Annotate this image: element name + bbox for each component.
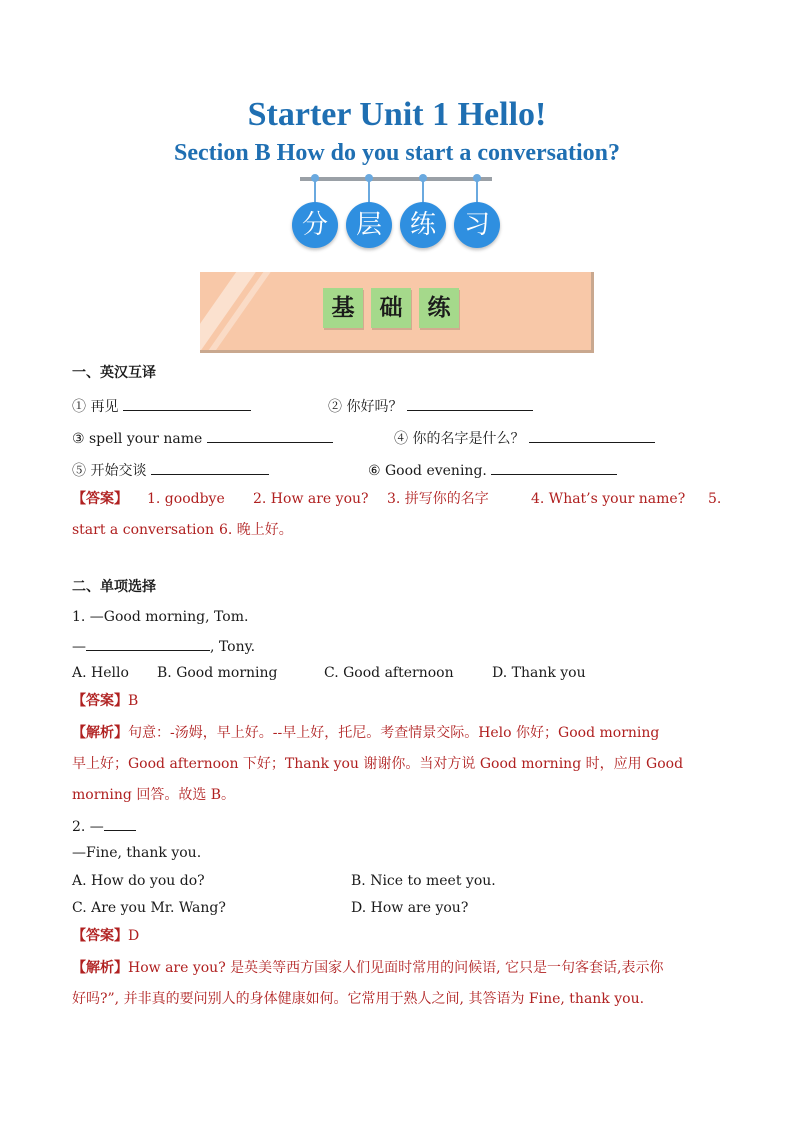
blank-line[interactable]	[207, 428, 333, 443]
item-1	[72, 396, 251, 416]
badge-pin	[368, 177, 370, 203]
answer-tag: 【答案】	[72, 928, 128, 944]
q1-analysis-1	[72, 724, 659, 742]
analysis-text: 句意：-汤姆，早上好。--早上好，托尼。考查情景交际。Helo 你好；Good morning	[128, 725, 660, 741]
item-2	[328, 396, 533, 416]
q2-analysis-1	[72, 959, 664, 977]
blank-line[interactable]	[491, 460, 617, 475]
answer-3: 3. 拼写你的名字	[387, 491, 489, 507]
q2-answer	[72, 927, 139, 945]
blank-line[interactable]	[104, 816, 136, 831]
answer-5: start a conversation	[72, 522, 214, 538]
q1-option-a: A. Hello	[72, 665, 129, 681]
q2-option-c: C. Are you Mr. Wang?	[72, 900, 226, 916]
answer-4: 4. What’s your name?	[531, 491, 686, 507]
analysis-text: How are you? 是英美等西方国家人们见面时常用的问候语, 它只是一句客套话,表示你	[128, 960, 664, 976]
q2-reply: —Fine, thank you.	[72, 845, 202, 861]
page-subtitle: Section B How do you start a conversation?	[174, 140, 620, 166]
banner-char-chu: 础	[371, 288, 411, 328]
blank-line[interactable]	[407, 396, 533, 411]
page-title: Starter Unit 1 Hello!	[247, 96, 547, 133]
item-1-text: ① 再见	[72, 399, 119, 415]
banner-char-ji: 基	[323, 288, 363, 328]
badge-xi: 习	[454, 202, 500, 248]
q2-stem-text: 2. —	[72, 819, 104, 835]
blank-line[interactable]	[529, 428, 655, 443]
q2-option-a: A. How do you do?	[72, 873, 205, 889]
item-6	[368, 460, 617, 480]
blank-line[interactable]	[151, 460, 269, 475]
q1-analysis-3: morning 回答。故选 B。	[72, 787, 236, 803]
q1-stem: 1. —Good morning, Tom.	[72, 609, 249, 625]
item-2-text: ② 你好吗？	[328, 399, 403, 415]
blank-line[interactable]	[123, 396, 251, 411]
part2-heading: 二、单项选择	[72, 579, 156, 595]
badge-lian: 练	[400, 202, 446, 248]
item-3-text: ③ spell your name	[72, 431, 203, 447]
item-6-text: ⑥ Good evening.	[368, 463, 487, 479]
answer-tag: 【答案】	[72, 491, 128, 507]
q1-option-b: B. Good morning	[157, 665, 278, 681]
badge-pin	[422, 177, 424, 203]
q1-analysis-2: 早上好；Good afternoon 下好；Thank you 谢谢你。当对方说 Good morning 时，应用 Good	[72, 756, 684, 772]
answer-value: B	[128, 693, 139, 709]
badge-fen: 分	[292, 202, 338, 248]
blank-line[interactable]	[86, 636, 210, 651]
analysis-tag: 【解析】	[72, 960, 128, 976]
q2-analysis-2: 好吗?”, 并非真的要问别人的身体健康如何。它常用于熟人之间, 其答语为 Fine, thank you.	[72, 991, 645, 1007]
badge-pin	[314, 177, 316, 203]
badge-ceng: 层	[346, 202, 392, 248]
banner-char-lian: 练	[419, 288, 459, 328]
q2-option-b: B. Nice to meet you.	[351, 873, 496, 889]
answer-2: 2. How are you?	[253, 491, 369, 507]
q2-stem	[72, 816, 136, 836]
item-3	[72, 428, 333, 448]
item-4	[394, 428, 655, 448]
q1-option-c: C. Good afternoon	[324, 665, 454, 681]
analysis-tag: 【解析】	[72, 725, 128, 741]
q1-reply: — , Tony.	[72, 636, 255, 656]
q1-reply-text: , Tony.	[210, 639, 256, 655]
part1-heading: 一、英汉互译	[72, 365, 156, 381]
answer-tag: 【答案】	[72, 693, 128, 709]
item-5-text: ⑤ 开始交谈	[72, 463, 147, 479]
q2-option-d: D. How are you?	[351, 900, 469, 916]
answer-1: 1. goodbye	[147, 491, 225, 507]
answer-6: 6. 晚上好。	[219, 522, 293, 538]
answer-value: D	[128, 928, 140, 944]
item-4-text: ④ 你的名字是什么？	[394, 431, 525, 447]
item-5	[72, 460, 269, 480]
badge-rail	[300, 177, 492, 181]
q1-answer	[72, 692, 138, 710]
badge-pin	[476, 177, 478, 203]
answer-5-number: 5.	[708, 491, 722, 507]
q1-option-d: D. Thank you	[492, 665, 586, 681]
